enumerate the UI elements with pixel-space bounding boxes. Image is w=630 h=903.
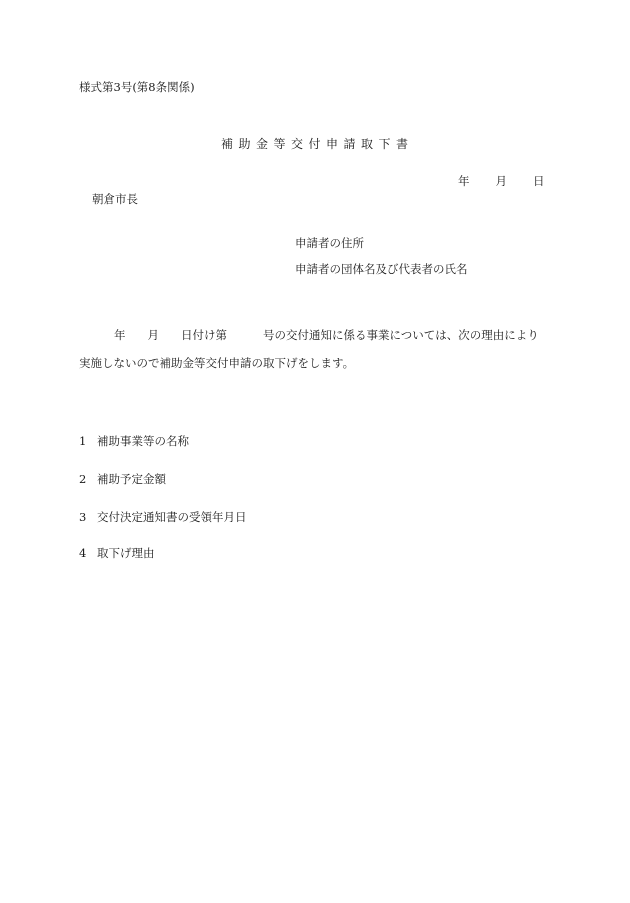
date-year-label: 年: [458, 174, 470, 188]
body-text-line-2: 実施しないので補助金等交付申請の取下げをします。: [79, 356, 355, 370]
body-rest-text: 号の交付通知に係る事業については、次の理由により: [263, 328, 539, 342]
addressee: 朝倉市長: [92, 192, 138, 206]
item-number: 3: [79, 510, 87, 524]
item-label: 交付決定通知書の受領年月日: [97, 510, 247, 524]
document-date: [458, 176, 545, 188]
body-year-label: 年: [114, 328, 126, 342]
item-label: 取下げ理由: [97, 546, 155, 560]
item-number: 1: [79, 434, 87, 448]
list-item: [79, 474, 166, 486]
body-month-label: 月: [147, 328, 159, 342]
applicant-name-label: 申請者の団体名及び代表者の氏名: [295, 262, 468, 276]
form-number: 様式第3号(第8条関係): [79, 80, 195, 94]
item-label: 補助事業等の名称: [97, 434, 189, 448]
list-item: [79, 436, 189, 448]
body-text-line-1: [114, 330, 539, 342]
item-label: 補助予定金額: [97, 472, 166, 486]
list-item: [79, 512, 247, 524]
date-month-label: 月: [495, 174, 507, 188]
date-day-label: 日: [533, 174, 545, 188]
item-number: 4: [79, 546, 87, 560]
list-item: [79, 548, 155, 560]
body-day-number-label: 日付け第: [181, 328, 227, 342]
item-number: 2: [79, 472, 87, 486]
document-title: 補助金等交付申請取下書: [221, 137, 414, 151]
applicant-address-label: 申請者の住所: [295, 236, 364, 250]
